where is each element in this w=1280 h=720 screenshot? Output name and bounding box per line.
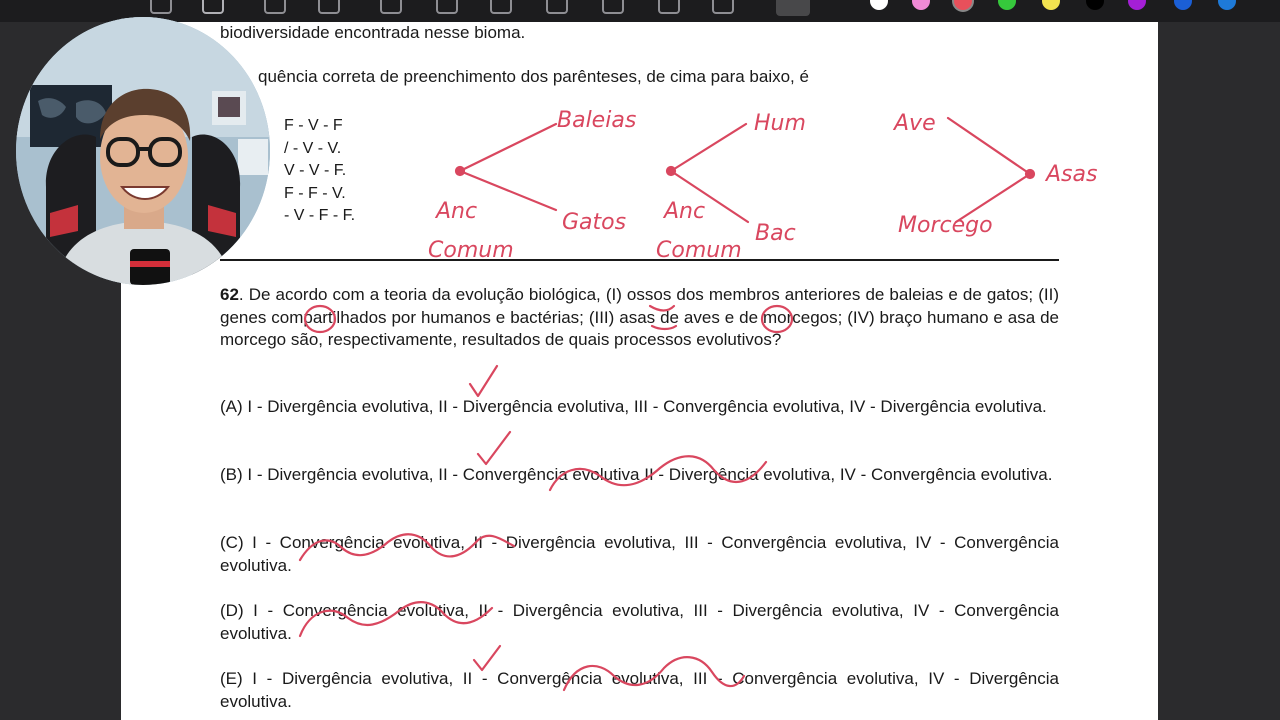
pen-icon[interactable]: [202, 0, 224, 14]
color-swatch-green[interactable]: [998, 0, 1016, 10]
previous-question-instruction: quência correta de preenchimento dos parênteses, de cima para baixo, é: [258, 67, 809, 86]
color-swatch-pink[interactable]: [912, 0, 930, 10]
previous-option: V - V - F.: [284, 162, 347, 179]
ink-label: Comum: [428, 238, 514, 263]
previous-question-line: biodiversidade encontrada nesse bioma.: [220, 23, 526, 42]
active-tool-slot[interactable]: [776, 0, 810, 16]
ink-label: Gatos: [562, 210, 627, 235]
ink-label: Anc: [436, 199, 478, 224]
question-text: . De acordo com a teoria da evolução biológica, (I) ossos dos membros anteriores de baleias e de gatos; (II) genes compartilhados por humanos e bactérias; (III) asas de aves e de morcegos; (IV) braço humano e asa de morcego são, respectivamente, resultados de quais processos evolutivos?: [220, 285, 1059, 350]
presenter-video-frame: [16, 17, 270, 285]
ink-label: Asas: [1046, 162, 1098, 187]
color-swatch-light-blue[interactable]: [1218, 0, 1236, 10]
previous-option: F - F - V.: [284, 184, 346, 202]
shapes-icon[interactable]: [436, 0, 458, 14]
ink-label: Comum: [656, 238, 742, 263]
link-icon[interactable]: [712, 0, 734, 14]
color-swatch-white[interactable]: [870, 0, 888, 10]
answer-option-e[interactable]: (E) I - Divergência evolutiva, II - Convergência evolutiva, III - Convergência evolutiva, IV - Divergência evolutiva.: [220, 669, 1059, 711]
ink-label: Bac: [755, 221, 796, 246]
document-page: [121, 22, 1158, 720]
color-swatch-purple[interactable]: [1128, 0, 1146, 10]
answer-option-d[interactable]: (D) I - Convergência evolutiva, II - Divergência evolutiva, III - Divergência evolutiva, IV - Convergência evolutiva.: [220, 601, 1059, 643]
ink-label: Morcego: [898, 213, 993, 238]
color-swatch-black[interactable]: [1086, 0, 1104, 10]
ink-label: Baleias: [557, 108, 637, 133]
zoom-search-icon[interactable]: [150, 0, 172, 14]
answer-option-a[interactable]: (A) I - Divergência evolutiva, II - Divergência evolutiva, III - Convergência evolutiva, IV - Divergência evolutiva.: [220, 397, 1047, 416]
question-62: [220, 284, 1059, 352]
previous-option: - V - F - F.: [284, 207, 356, 224]
section-divider: [220, 259, 1059, 261]
image-icon[interactable]: [546, 0, 568, 14]
highlighter-icon[interactable]: [318, 0, 340, 14]
color-swatch-red-selected[interactable]: [954, 0, 972, 10]
previous-option: / - V - V.: [284, 139, 342, 157]
ink-label: Ave: [894, 111, 936, 136]
color-swatch-blue[interactable]: [1174, 0, 1192, 10]
webcam-overlay: [16, 17, 270, 285]
text-box-icon[interactable]: [658, 0, 680, 14]
lasso-icon[interactable]: [380, 0, 402, 14]
ink-label: Hum: [754, 111, 806, 136]
answer-option-c[interactable]: (C) I - Convergência evolutiva, II - Divergência evolutiva, III - Convergência evolutiva, IV - Convergência evolutiva.: [220, 533, 1059, 575]
color-swatch-yellow[interactable]: [1042, 0, 1060, 10]
previous-question-options: [284, 115, 355, 228]
star-icon[interactable]: [490, 0, 512, 14]
question-number: 62: [220, 285, 239, 304]
eraser-icon[interactable]: [264, 0, 286, 14]
answer-option-b[interactable]: (B) I - Divergência evolutiva, II - Convergência evolutiva II - Divergência evolutiva, IV - Convergência evolutiva.: [220, 465, 1053, 484]
previous-option: F - V - F: [284, 117, 343, 134]
annotation-toolbar: [0, 0, 1280, 22]
keyboard-icon[interactable]: [602, 0, 624, 14]
ink-label: Anc: [664, 199, 706, 224]
